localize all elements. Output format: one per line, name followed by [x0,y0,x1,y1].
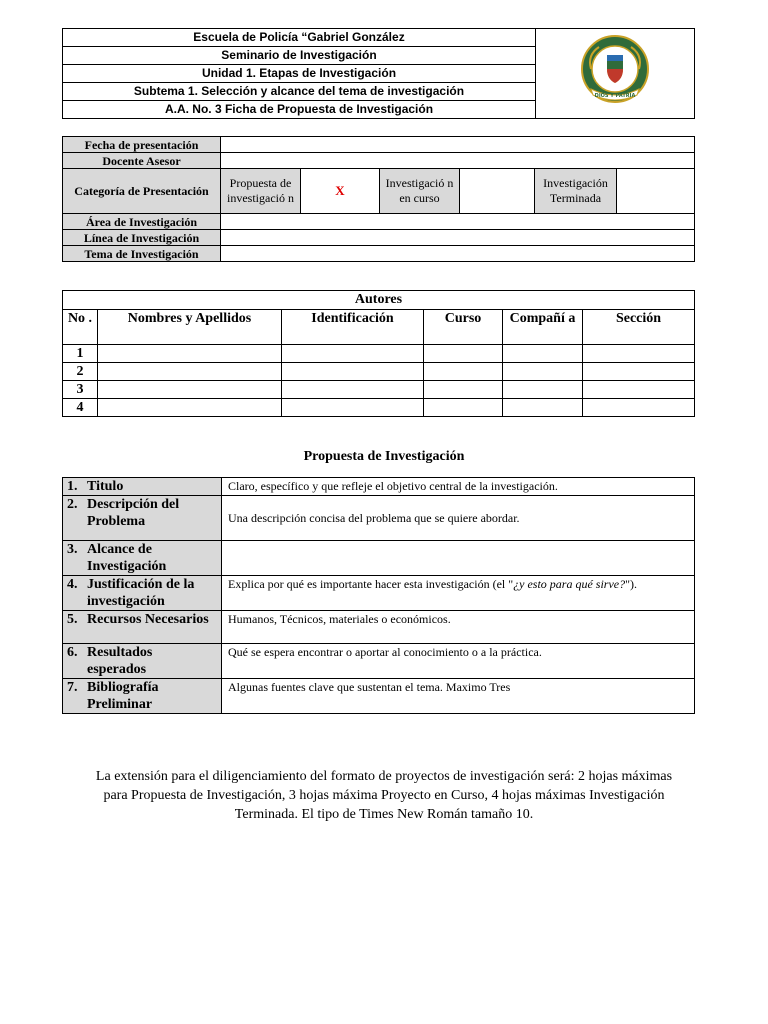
police-shield-seal-icon [577,33,653,109]
subtopic-title: Subtema 1. Selección y alcance del tema de investigación [63,83,536,101]
row-number: 1 [63,345,98,363]
advisor-label: Docente Asesor [63,153,221,169]
category-label: Categoría de Presentación [63,169,221,214]
col-header-no: No . [63,310,98,345]
category-mark-proposal[interactable]: X [301,169,380,214]
author-section-cell[interactable] [583,381,695,399]
author-company-cell[interactable] [503,345,583,363]
topic-label: Tema de Investigación [63,246,221,262]
item-label: 4. Justificación de la investigación [63,576,222,611]
school-name: Escuela de Policía “Gabriel González [63,29,536,47]
author-company-cell[interactable] [503,363,583,381]
line-label: Línea de Investigación [63,230,221,246]
author-company-cell[interactable] [503,399,583,417]
col-header-section: Sección [583,310,695,345]
item-label: 2. Descripción del Problema [63,496,222,541]
author-name-cell[interactable] [98,363,282,381]
authors-table [62,290,695,417]
item-label: 7. Bibliografía Preliminar [63,679,222,714]
author-section-cell[interactable] [583,345,695,363]
author-id-cell[interactable] [282,399,424,417]
col-header-id: Identificación [282,310,424,345]
item-value-title[interactable]: Claro, específico y que refleje el objetivo central de la investigación. [222,478,695,496]
item-label: 3. Alcance de Investigación [63,541,222,576]
seminar-title: Seminario de Investigación [63,47,536,65]
col-header-course: Curso [424,310,503,345]
row-number: 2 [63,363,98,381]
presentation-info-table [62,136,695,262]
category-option-finished: Investigación Terminada [535,169,617,214]
logo-cell [536,29,695,119]
form-title: A.A. No. 3 Ficha de Propuesta de Investigación [63,101,536,119]
author-id-cell[interactable] [282,345,424,363]
author-course-cell[interactable] [424,363,503,381]
category-option-proposal: Propuesta de investigació n [221,169,301,214]
author-section-cell[interactable] [583,363,695,381]
item-value-resources[interactable]: Humanos, Técnicos, materiales o económicos. [222,611,695,644]
author-id-cell[interactable] [282,381,424,399]
author-name-cell[interactable] [98,345,282,363]
authors-title: Autores [63,291,695,310]
category-option-in-progress: Investigació n en curso [380,169,460,214]
item-value-problem[interactable]: Una descripción concisa del problema que se quiere abordar. [222,496,695,541]
advisor-field[interactable] [221,153,695,169]
author-name-cell[interactable] [98,399,282,417]
area-label: Área de Investigación [63,214,221,230]
item-value-bibliography[interactable]: Algunas fuentes clave que sustentan el tema. Maximo Tres [222,679,695,714]
table-row [63,399,695,417]
table-row [63,381,695,399]
svg-text:DIOS Y PATRIA: DIOS Y PATRIA [594,93,636,99]
area-field[interactable] [221,214,695,230]
line-field[interactable] [221,230,695,246]
unit-title: Unidad 1. Etapas de Investigación [63,65,536,83]
topic-field[interactable] [221,246,695,262]
table-row [63,345,695,363]
date-label: Fecha de presentación [63,137,221,153]
item-label: 1. Titulo [63,478,222,496]
author-section-cell[interactable] [583,399,695,417]
row-number: 4 [63,399,98,417]
author-course-cell[interactable] [424,399,503,417]
row-number: 3 [63,381,98,399]
author-course-cell[interactable] [424,381,503,399]
item-value-results[interactable]: Qué se espera encontrar o aportar al conocimiento o a la práctica. [222,644,695,679]
footer-note: La extensión para el diligenciamiento del formato de proyectos de investigación será: 2 hojas máximas para Propuesta de Investigación, 3 hojas máxima Proyecto en Curso, 4 hojas máximas Investigación Terminada. El tipo de Times New Román tamaño 10. [95,769,673,822]
item-value-scope[interactable] [222,541,695,576]
header-table [62,28,695,119]
col-header-company: Compañí a [503,310,583,345]
proposal-table [62,477,695,714]
category-mark-in-progress[interactable] [460,169,535,214]
date-field[interactable] [221,137,695,153]
item-label: 6. Resultados esperados [63,644,222,679]
author-company-cell[interactable] [503,381,583,399]
category-mark-finished[interactable] [617,169,695,214]
author-id-cell[interactable] [282,363,424,381]
item-value-justification[interactable]: Explica por qué es importante hacer esta investigación (el "¿y esto para qué sirve?"). [222,576,695,611]
col-header-names: Nombres y Apellidos [98,310,282,345]
author-course-cell[interactable] [424,345,503,363]
table-row [63,363,695,381]
item-label: 5. Recursos Necesarios [63,611,222,644]
author-name-cell[interactable] [98,381,282,399]
proposal-title: Propuesta de Investigación [303,449,465,464]
